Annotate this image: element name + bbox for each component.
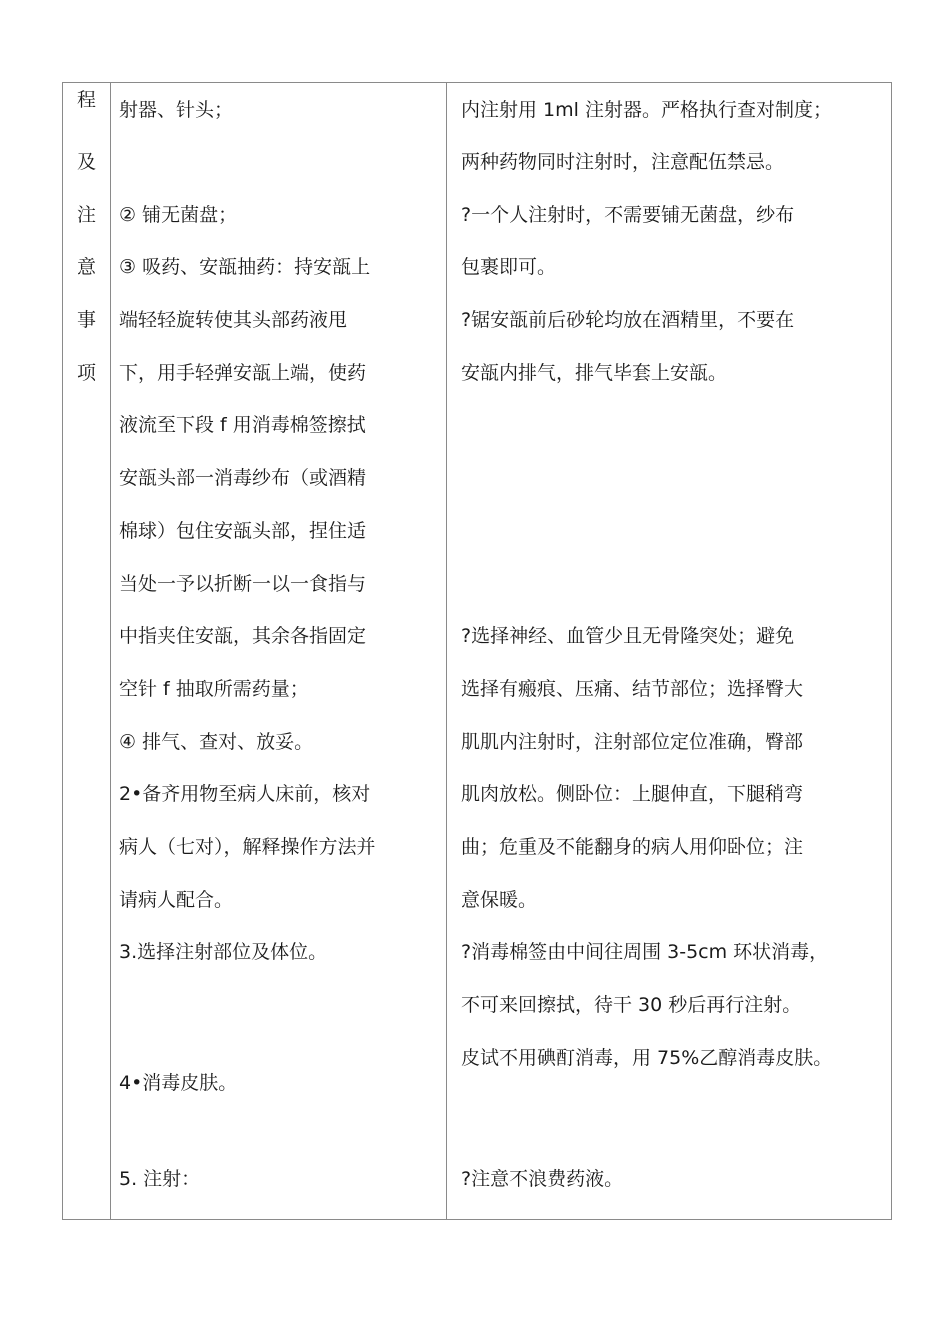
step-line: ④ 排气、查对、放妥。 <box>119 731 314 753</box>
note-line: ?消毒棉签由中间往周围 3-5cm 环状消毒， <box>461 941 829 963</box>
note-line: 内注射用 1ml 注射器。严格执行查对制度； <box>461 99 832 121</box>
note-line: 不可来回擦拭，待干 30 秒后再行注射。 <box>461 994 802 1016</box>
column-divider <box>110 83 111 1219</box>
note-line: 曲；危重及不能翻身的病人用仰卧位；注 <box>461 836 804 858</box>
note-line: ?一个人注射时，不需要铺无菌盘，纱布 <box>461 204 795 226</box>
step-line: 端轻轻旋转使其头部药液甩 <box>119 309 348 331</box>
note-line: ?选择神经、血管少且无骨隆突处；避免 <box>461 625 795 647</box>
column-divider <box>446 83 447 1219</box>
step-line: ③ 吸药、安瓿抽药：持安瓿上 <box>119 256 371 278</box>
note-line: 包裹即可。 <box>461 256 557 278</box>
label-char: 及 <box>77 151 97 173</box>
step-line: 棉球）包住安瓿头部，捏住适 <box>119 520 367 542</box>
step-line: 安瓿头部一消毒纱布（或酒精 <box>119 467 367 489</box>
step-line: 5. 注射： <box>119 1168 201 1190</box>
label-char: 项 <box>77 362 97 384</box>
step-line: 中指夹住安瓿，其余各指固定 <box>119 625 367 647</box>
step-line: 请病人配合。 <box>119 889 234 911</box>
step-line: 4•消毒皮肤。 <box>119 1072 238 1094</box>
step-line: 射器、针头； <box>119 99 234 121</box>
label-char: 事 <box>77 309 97 331</box>
note-line: 安瓿内排气，排气毕套上安瓿。 <box>461 362 728 384</box>
step-line: ② 铺无菌盘； <box>119 204 238 226</box>
note-line: ?锯安瓿前后砂轮均放在酒精里，不要在 <box>461 309 795 331</box>
step-line: 2•备齐用物至病人床前，核对 <box>119 783 371 805</box>
step-line: 下，用手轻弹安瓿上端，使药 <box>119 362 367 384</box>
note-line: 选择有瘢痕、压痛、结节部位；选择臀大 <box>461 678 804 700</box>
step-line: 液流至下段 f 用消毒棉签擦拭 <box>119 414 366 436</box>
label-char: 意 <box>77 256 97 278</box>
note-line: 两种药物同时注射时，注意配伍禁忌。 <box>461 151 785 173</box>
label-char: 注 <box>77 204 97 226</box>
note-line: 意保暖。 <box>461 889 538 911</box>
step-line: 3.选择注射部位及体位。 <box>119 941 328 963</box>
step-line: 空针 f 抽取所需药量； <box>119 678 309 700</box>
step-line: 当处一予以折断一以一食指与 <box>119 573 367 595</box>
label-char: 程 <box>77 89 97 111</box>
note-line: 肌肌内注射时，注射部位定位准确，臀部 <box>461 731 804 753</box>
note-line: 肌肉放松。侧卧位：上腿伸直，下腿稍弯 <box>461 783 804 805</box>
step-line: 病人（七对），解释操作方法并 <box>119 836 376 858</box>
note-line: 皮试不用碘酊消毒，用 75%乙醇消毒皮肤。 <box>461 1047 833 1069</box>
procedure-table <box>62 82 892 1220</box>
note-line: ?注意不浪费药液。 <box>461 1168 624 1190</box>
